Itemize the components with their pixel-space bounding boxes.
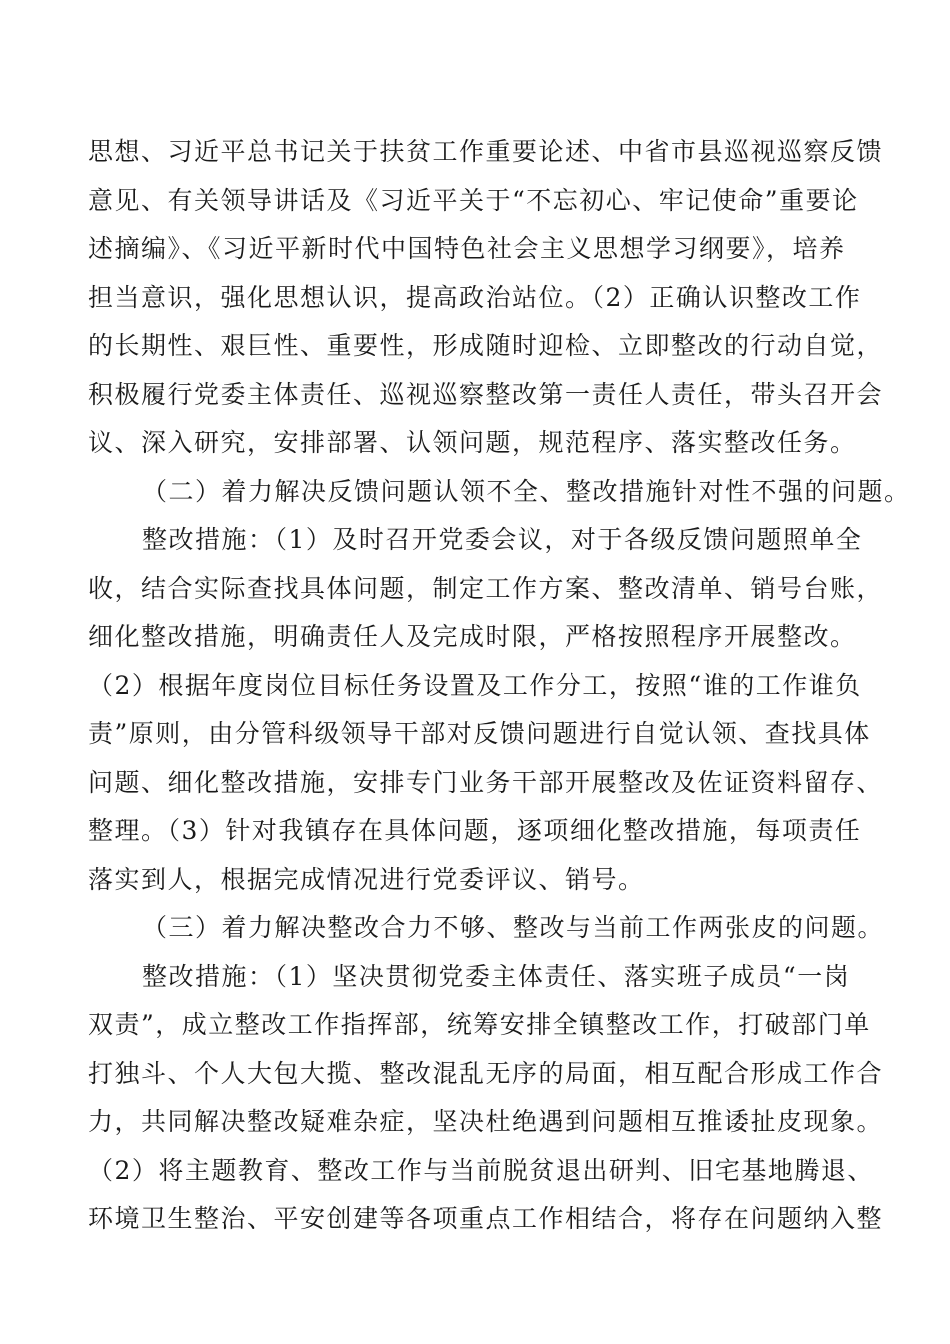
- text-line: 双责”，成立整改工作指挥部，统筹安排全镇整改工作，打破部门单: [88, 1010, 871, 1039]
- text-line: 力，共同解决整改疑难杂症，坚决杜绝遇到问题相互推诿扯皮现象。: [88, 1107, 884, 1136]
- paragraph-first-line: 整改措施：（1）坚决贯彻党委主体责任、落实班子成员“一岗: [142, 961, 851, 991]
- text-line: 细化整改措施，明确责任人及完成时限，严格按照程序开展整改。: [88, 622, 857, 651]
- text-line: 收，结合实际查找具体问题，制定工作方案、整改清单、销号台账，: [88, 573, 884, 603]
- text-line: （2）将主题教育、整改工作与当前脱贫退出研判、旧宅基地腾退、: [88, 1155, 874, 1185]
- text-line: 整理。（3）针对我镇存在具体问题，逐项细化整改措施，每项责任: [88, 816, 862, 845]
- section-heading-3: （三）着力解决整改合力不够、整改与当前工作两张皮的问题。: [142, 913, 885, 942]
- text-line: 问题、细化整改措施，安排专门业务干部开展整改及佐证资料留存、: [88, 767, 884, 797]
- text-line: 意见、有关领导讲话及《习近平关于“不忘初心、牢记使命”重要论: [88, 185, 859, 215]
- document-body: [88, 128, 911, 1244]
- text-line: 的长期性、艰巨性、重要性，形成随时迎检、立即整改的行动自觉，: [88, 331, 884, 360]
- text-line: 责”原则，由分管科级领导干部对反馈问题进行自觉认领、查找具体: [88, 719, 871, 748]
- section-heading-2: （二）着力解决反馈问题认领不全、整改措施针对性不强的问题。: [142, 476, 911, 506]
- text-line: 积极履行党委主体责任、巡视巡察整改第一责任人责任，带头召开会: [88, 379, 884, 409]
- text-line: （2）根据年度岗位目标任务设置及工作分工，按照“谁的工作谁负: [88, 670, 862, 700]
- text-line: 议、深入研究，安排部署、认领问题，规范程序、落实整改任务。: [88, 428, 857, 457]
- text-line: 落实到人，根据完成情况进行党委评议、销号。: [88, 864, 645, 894]
- text-line: 思想、习近平总书记关于扶贫工作重要论述、中省市县巡视巡察反馈: [88, 137, 884, 166]
- text-line: 述摘编》、《习近平新时代中国特色社会主义思想学习纲要》，培养: [88, 234, 846, 263]
- text-line: 环境卫生整治、平安创建等各项重点工作相结合，将存在问题纳入整: [88, 1204, 884, 1233]
- text-line: 打独斗、个人大包大揽、整改混乱无序的局面，相互配合形成工作合: [88, 1058, 884, 1088]
- paragraph-first-line: 整改措施：（1）及时召开党委会议，对于各级反馈问题照单全: [142, 525, 863, 554]
- text-line: 担当意识，强化思想认识，提高政治站位。（2）正确认识整改工作: [88, 282, 862, 312]
